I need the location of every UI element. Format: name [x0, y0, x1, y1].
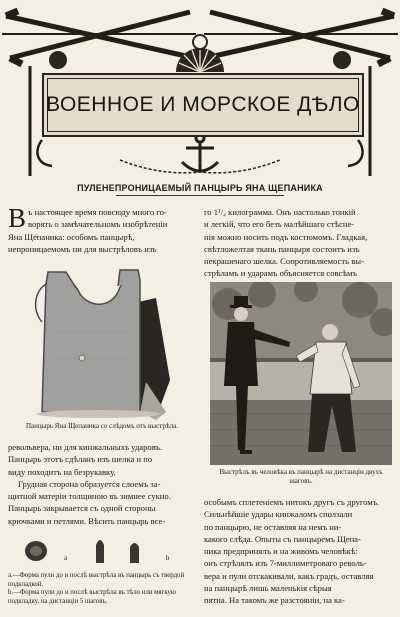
shooting-photo	[210, 282, 392, 465]
text-line: на панцырѣ лишь маленькія сѣрыя	[204, 583, 332, 594]
text-line: го 1¹/₄ килограмма. Онъ настолько тонкій	[204, 207, 356, 217]
text-line: свѣтложелтая ткань панцыря состоитъ изъ	[204, 243, 360, 254]
text-line: Сильнѣйшіе удары кинжаломъ сползали	[204, 509, 353, 520]
bullet-before-icon	[96, 540, 104, 563]
scroll-right-icon	[348, 140, 363, 166]
text-line: непроницаемомъ ни для выстрѣловъ изъ	[8, 243, 157, 254]
helmet-right-icon	[333, 51, 351, 69]
right-bottom-text	[204, 496, 392, 607]
article-title: ПУЛЕНЕПРОНИЦАЕМЫЙ ПАНЦЫРЬ ЯНА ЩЕПАНИКА	[77, 183, 323, 193]
section-title-panel	[42, 73, 364, 137]
text-line: какого слѣда. Опыты съ панцыремъ Щепа-	[204, 533, 361, 544]
anchor-icon	[182, 134, 218, 172]
text-line: по панцырю, не оставляя на немъ ни-	[204, 521, 342, 532]
crossed-rifles-right-icon	[204, 11, 398, 64]
title-rule	[116, 195, 284, 196]
crossed-rifles-left-icon	[2, 11, 196, 64]
section-header	[0, 0, 400, 180]
text-line: виду походитъ на безрукавку.	[8, 466, 116, 477]
footnotes	[8, 572, 194, 606]
left-intro-text	[8, 203, 194, 255]
text-line: Грудная сторона образуется слоемъ за-	[18, 478, 161, 489]
text-line: револьвера, ни для кинжальныхъ ударовъ.	[8, 442, 163, 452]
drop-cap: В	[8, 203, 27, 233]
bullet-label-a: a	[64, 555, 68, 562]
helmet-left-icon	[49, 51, 67, 69]
text-line: пятна. На такомъ же разстояніи, на ка-	[204, 595, 345, 606]
text-line: крючками и петлями. Вѣсить панцырь все-	[8, 515, 166, 526]
text-line: вера и пули отскакивали, какъ градъ, оставляя	[204, 570, 374, 581]
bullet-drawings	[18, 533, 178, 569]
bullet-label-b: b	[166, 555, 170, 562]
figure-caption: Панцырь Яна Щепаника со слѣдомъ отъ выстрѣла.	[26, 422, 178, 430]
text-line: стрѣламъ и ударамъ объясняется совсѣмъ	[204, 268, 357, 279]
photo-caption: Выстрѣлъ въ человѣка въ панцырѣ на дистанціи двухъ шаговъ.	[219, 468, 383, 485]
text-line: щитной матеріи толщиною въ зимнее сукно.	[8, 491, 171, 502]
text-line: и легкій, что его безъ малѣйшаго стѣсне-	[204, 219, 355, 230]
footnote-a: a.—Форма пули до и послѣ выстрѣла въ панцырь съ твердой подкладкой.	[8, 572, 185, 588]
text-line: особымъ сплетеніемъ нитокъ другъ съ другомъ.	[204, 497, 380, 507]
section-title: ВОЕННОЕ И МОРСКОЕ ДѢЛО	[46, 93, 360, 116]
text-line: некрашенаго шелка. Сопротивляемость вы-	[204, 256, 364, 267]
text-line: онъ стрѣлялъ изъ 7-миллиметроваго револь-	[204, 558, 367, 569]
text-line: ника предпринялъ и на живомъ человѣкѣ:	[204, 546, 358, 557]
footnote-b: b.—Форма пули до и послѣ выстрѣла въ тѣло или мягкую подкладку, на дистанціи 5 шаговъ.	[8, 589, 177, 605]
text-line: Яна Щепаника: особомъ панцырѣ,	[8, 231, 135, 242]
photo-two-men-icon	[210, 282, 392, 465]
text-line: ворять о замѣчательномъ изобрѣтеніи	[28, 219, 168, 230]
right-top-text	[204, 206, 392, 280]
text-line: Панцырь этотъ сдѣланъ изъ шелка и по	[8, 454, 153, 465]
bullet-after-icon	[130, 543, 139, 563]
text-line: ъ настоящее время повсюду много го-	[28, 207, 167, 217]
armour-vest-icon	[6, 262, 196, 422]
text-line: нія можно носить подъ костюмомъ. Гладкая,	[204, 231, 368, 242]
left-continued-text	[8, 441, 194, 527]
scroll-left-icon	[37, 140, 52, 166]
flattened-bullet-icon	[25, 541, 47, 561]
armour-illustration	[6, 262, 196, 422]
text-line: Панцырь закрывается съ одной стороны	[8, 503, 156, 514]
